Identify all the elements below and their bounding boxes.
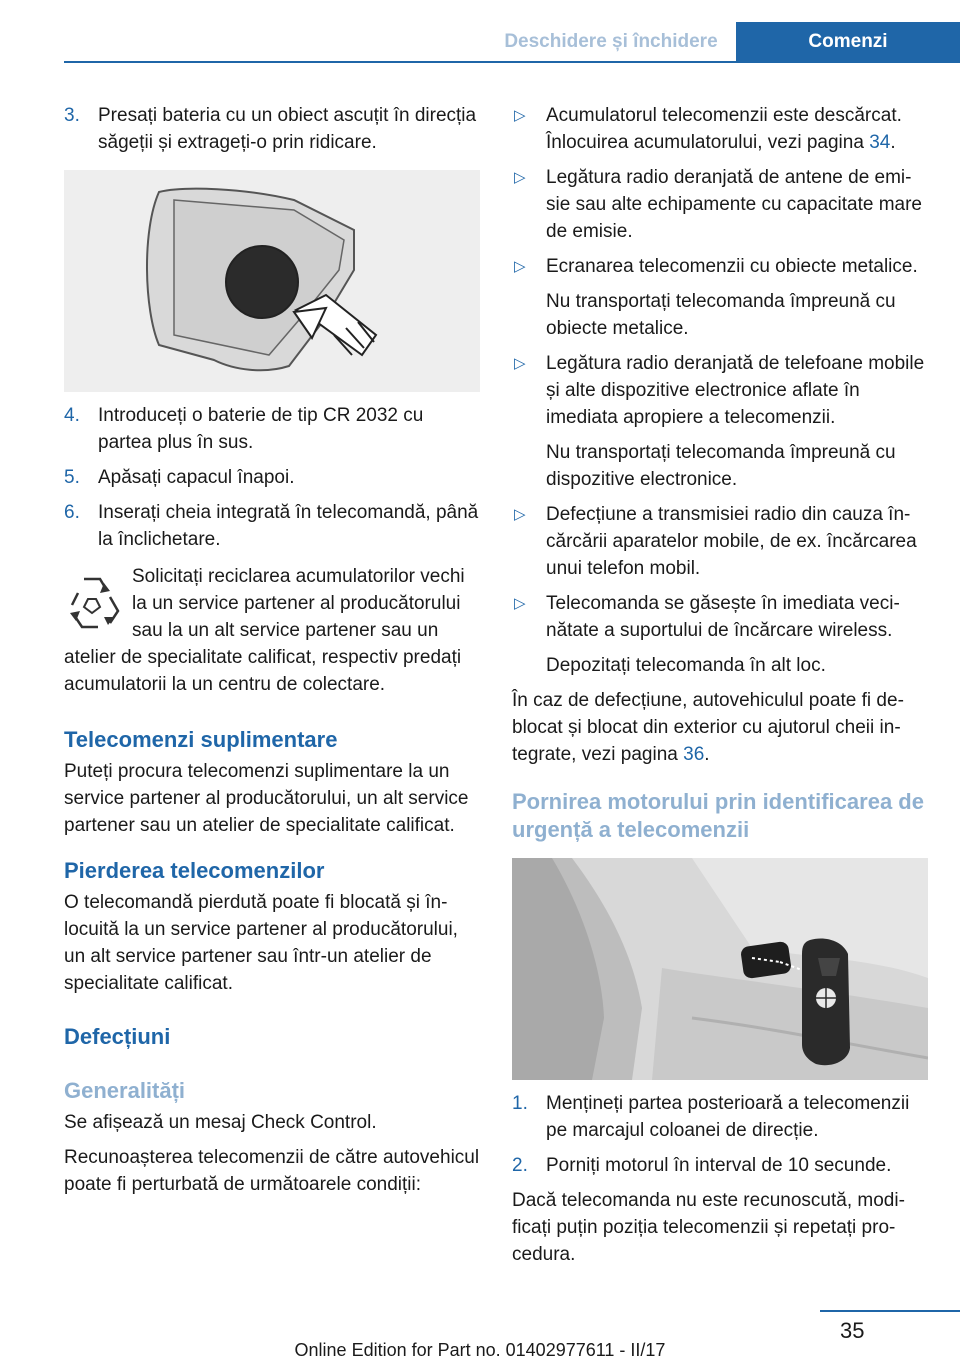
fault-item-charging bbox=[512, 501, 928, 582]
page-number-rule bbox=[820, 1310, 960, 1312]
heading-lost-remotes: Pierderea telecomenzilor bbox=[64, 858, 325, 883]
battery-removal-illustration bbox=[64, 170, 480, 392]
header-chapter-tab: Comenzi bbox=[736, 22, 960, 62]
step-3 bbox=[64, 102, 480, 156]
bullet-triangle-icon: ▷ bbox=[514, 169, 526, 186]
recycling-note bbox=[64, 563, 480, 698]
bullet-text: Legătura radio deranjată de telefoane mobile și alte dispozitive electronice aflate în imediata apropiere a telecomenzii. bbox=[546, 353, 925, 428]
step-4 bbox=[64, 402, 480, 456]
step-number: 3. bbox=[64, 105, 80, 126]
paragraph-extra-remotes: Puteți procura telecomenzi suplimentare la un service partener al producătorului, un alt service partener sau un atelier de specialitate calificat. bbox=[64, 761, 469, 836]
page-link-36[interactable]: 36 bbox=[683, 744, 705, 765]
step-text: Mențineți partea posterioară a telecomenzii pe marcajul coloanei de direcție. bbox=[546, 1093, 910, 1141]
header-section-title: Deschidere și închidere bbox=[504, 31, 718, 52]
right-column bbox=[512, 102, 928, 1276]
step-text: Apăsați capacul înapoi. bbox=[98, 467, 295, 488]
bullet-text: Ecranarea telecomenzii cu obiecte metalice. bbox=[546, 256, 918, 277]
fault-item-shielding bbox=[512, 253, 928, 342]
step-5 bbox=[64, 464, 480, 491]
heading-extra-remotes: Telecomenzi suplimentare bbox=[64, 727, 338, 752]
step-number: 2. bbox=[512, 1155, 528, 1176]
paragraph-text-end: . bbox=[704, 744, 710, 765]
step-number: 5. bbox=[64, 467, 80, 488]
bullet-subtext: Depozitați telecomanda în alt loc. bbox=[546, 655, 826, 676]
step-number: 1. bbox=[512, 1093, 528, 1114]
bullet-text: Defecțiune a transmisiei radio din cauza încărcării aparatelor mobile, de ex. încărcarea unui telefon mobil. bbox=[546, 504, 917, 579]
note-text: Solicitați reciclarea acumulatorilor vechi la un service partener al producătorului sau la un alt service partener sau un atelier de specialitate calificat, respectiv predați acumulatorii la un centru de colectare. bbox=[64, 566, 465, 695]
step-text: Porniți motorul în interval de 10 secunde. bbox=[546, 1155, 892, 1176]
paragraph-check-control: Se afișează un mesaj Check Control. bbox=[64, 1112, 377, 1133]
bullet-triangle-icon: ▷ bbox=[514, 506, 526, 523]
heading-general: Generalități bbox=[64, 1078, 186, 1103]
step-6 bbox=[64, 499, 480, 553]
recycle-icon bbox=[64, 569, 120, 633]
fault-item-antenna bbox=[512, 164, 928, 245]
start-step-1 bbox=[512, 1090, 928, 1144]
step-text: Presați bateria cu un obiect ascuțit în direcția săgeții și extrageți-o prin ridicare. bbox=[98, 105, 477, 153]
step-number: 6. bbox=[64, 502, 80, 523]
paragraph-retry: Dacă telecomanda nu este recunoscută, modificați puțin poziția telecomenzii și repetați procedura. bbox=[512, 1190, 905, 1265]
bullet-text: Telecomanda se găsește în imediata vecinătate a suportului de încărcare wireless. bbox=[546, 593, 900, 641]
bullet-text: Legătura radio deranjată de antene de emisie sau alte echipamente cu capacitate mare de emisie. bbox=[546, 167, 922, 242]
paragraph-integrated-key bbox=[512, 687, 928, 768]
fault-item-phones bbox=[512, 350, 928, 493]
bullet-subtext: Nu transportați telecomanda împreună cu obiecte metalice. bbox=[546, 291, 896, 339]
bullet-triangle-icon: ▷ bbox=[514, 355, 526, 372]
bullet-text: Acumulatorul telecomenzii este descărcat. Înlocuirea acumulatorului, vezi pagina bbox=[546, 105, 902, 153]
step-text: Inserați cheia integrată în telecomandă, până la înclichetare. bbox=[98, 502, 479, 550]
page-link-34[interactable]: 34 bbox=[869, 132, 891, 153]
page-number: 35 bbox=[840, 1318, 865, 1343]
bullet-triangle-icon: ▷ bbox=[514, 107, 526, 124]
step-text: Introduceți o baterie de tip CR 2032 cu partea plus în sus. bbox=[98, 405, 424, 453]
fault-item-wireless bbox=[512, 590, 928, 679]
footer-edition: Online Edition for Part no. 01402977611 - II/17 bbox=[294, 1340, 666, 1360]
paragraph-text: În caz de defecțiune, autovehiculul poate fi deblocat și blocat din exterior cu ajutorul cheii integrate, vezi pagina bbox=[512, 690, 904, 765]
bullet-text-end: . bbox=[890, 132, 896, 153]
bullet-triangle-icon: ▷ bbox=[514, 595, 526, 612]
bullet-triangle-icon: ▷ bbox=[514, 258, 526, 275]
steering-column-illustration bbox=[512, 858, 928, 1080]
paragraph-lost-remotes: O telecomandă pierdută poate fi blocată și înlocuită la un service partener al producătorului, un alt service partener sau într-un atelier de specialitate calificat. bbox=[64, 892, 458, 994]
paragraph-recognition: Recunoașterea telecomenzii de către autovehicul poate fi perturbată de următoarele condiții: bbox=[64, 1147, 480, 1195]
fault-item-battery bbox=[512, 102, 928, 156]
heading-faults: Defecțiuni bbox=[64, 1024, 171, 1049]
left-column bbox=[64, 102, 480, 1206]
start-step-2 bbox=[512, 1152, 928, 1179]
bullet-subtext: Nu transportați telecomanda împreună cu dispozitive electronice. bbox=[546, 442, 896, 490]
heading-emergency-start: Pornirea motorului prin identificarea de urgență a telecomenzii bbox=[512, 789, 924, 842]
step-number: 4. bbox=[64, 405, 80, 426]
